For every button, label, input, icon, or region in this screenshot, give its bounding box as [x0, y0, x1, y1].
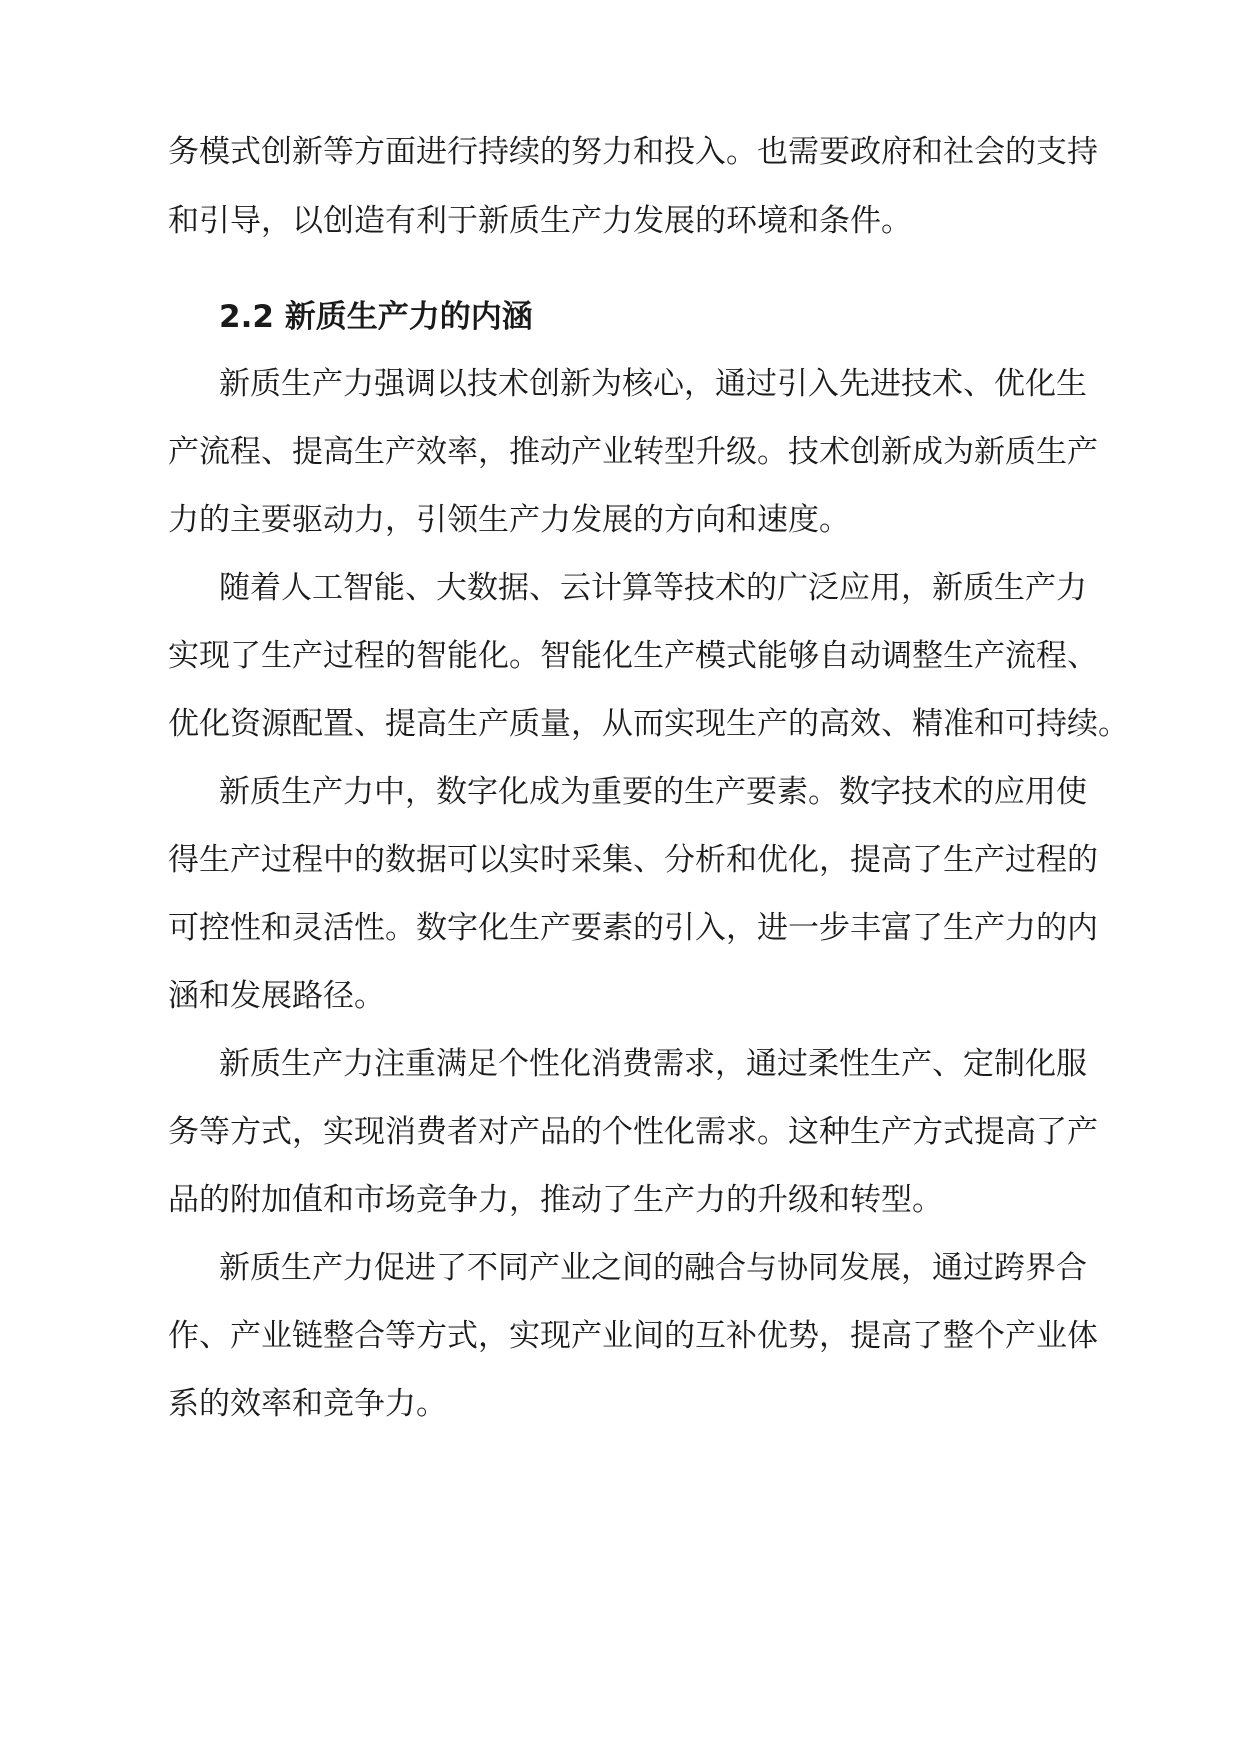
paragraph-5-line-2: 作、产业链整合等方式，实现产业间的互补优势，提高了整个产业体: [168, 1318, 1098, 1354]
paragraph-2-line-2: 实现了生产过程的智能化。智能化生产模式能够自动调整生产流程、: [168, 638, 1098, 674]
paragraph-5-line-1: 新质生产力促进了不同产业之间的融合与协同发展，通过跨界合: [219, 1250, 1087, 1286]
continuation-line-1: 务模式创新等方面进行持续的努力和投入。也需要政府和社会的支持: [168, 134, 1098, 170]
section-heading: 2.2 新质生产力的内涵: [219, 299, 533, 335]
paragraph-5-line-3: 系的效率和竞争力。: [168, 1386, 447, 1422]
paragraph-4-line-1: 新质生产力注重满足个性化消费需求，通过柔性生产、定制化服: [219, 1046, 1087, 1082]
paragraph-2-line-1: 随着人工智能、大数据、云计算等技术的广泛应用，新质生产力: [219, 570, 1087, 606]
continuation-line-2: 和引导，以创造有利于新质生产力发展的环境和条件。: [168, 203, 912, 239]
paragraph-1-line-3: 力的主要驱动力，引领生产力发展的方向和速度。: [168, 502, 850, 538]
paragraph-3-line-4: 涵和发展路径。: [168, 978, 385, 1014]
paragraph-4-line-2: 务等方式，实现消费者对产品的个性化需求。这种生产方式提高了产: [168, 1114, 1098, 1150]
paragraph-3-line-1: 新质生产力中，数字化成为重要的生产要素。数字技术的应用使: [219, 774, 1087, 810]
paragraph-1-line-2: 产流程、提高生产效率，推动产业转型升级。技术创新成为新质生产: [168, 434, 1098, 470]
paragraph-1-line-1: 新质生产力强调以技术创新为核心，通过引入先进技术、优化生: [219, 366, 1087, 402]
paragraph-3-line-3: 可控性和灵活性。数字化生产要素的引入，进一步丰富了生产力的内: [168, 910, 1098, 946]
paragraph-3-line-2: 得生产过程中的数据可以实时采集、分析和优化，提高了生产过程的: [168, 842, 1098, 878]
paragraph-2-line-3: 优化资源配置、提高生产质量，从而实现生产的高效、精准和可持续。: [168, 706, 1129, 742]
paragraph-4-line-3: 品的附加值和市场竞争力，推动了生产力的升级和转型。: [168, 1182, 943, 1218]
